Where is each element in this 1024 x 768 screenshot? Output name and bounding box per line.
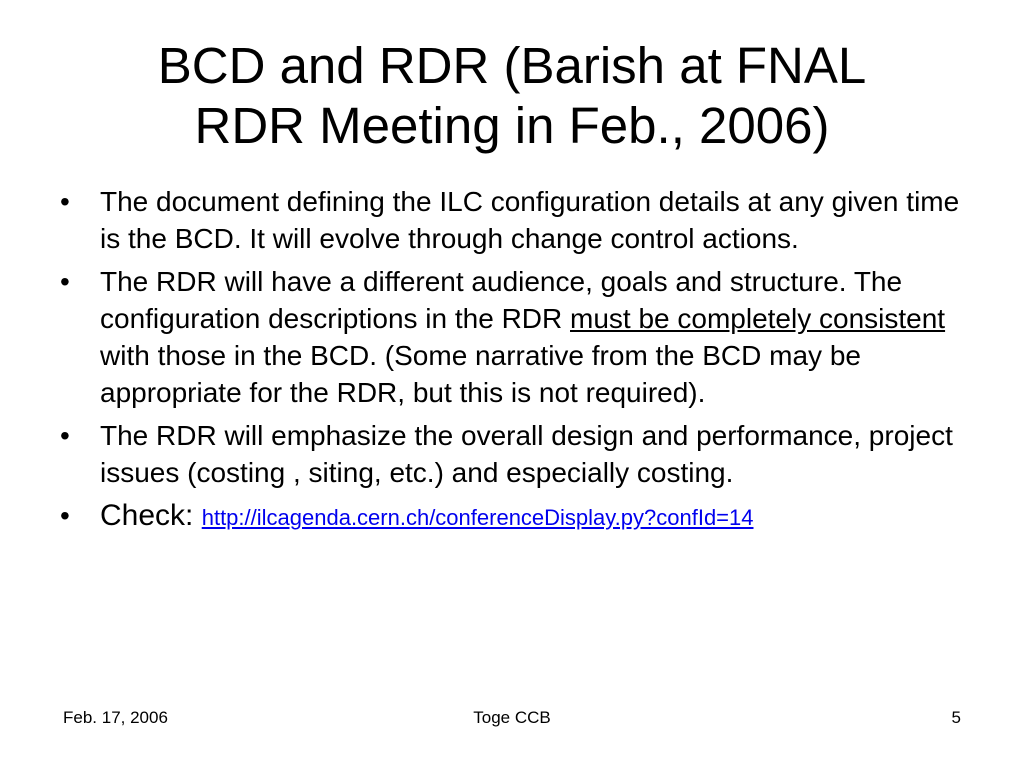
bullet-text: The document defining the ILC configuration details at any given time is the BCD. It will evolve through change control actions.: [100, 186, 960, 254]
bullet-icon: •: [60, 186, 70, 217]
bullet-text: with those in the BCD. (Some narrative from the BCD may be appropriate for the RDR, but this is not required).: [100, 340, 861, 408]
page-number: 5: [951, 708, 961, 727]
slide-title: [60, 36, 964, 156]
bullet-icon: •: [60, 500, 70, 531]
bullet-icon: •: [60, 420, 70, 451]
bullet-icon: •: [60, 266, 70, 297]
footer-center-text: Toge CCB: [473, 708, 551, 727]
bullet-emphasis: must be completely consistent: [570, 303, 946, 334]
bullet-list: [58, 183, 968, 542]
title-line-2: RDR Meeting in Feb., 2006): [194, 97, 830, 154]
bullet-item: [58, 183, 968, 257]
check-label: Check:: [100, 499, 202, 532]
bullet-item: [58, 417, 968, 491]
title-line-1: BCD and RDR (Barish at FNAL: [157, 37, 867, 94]
conference-link[interactable]: http://ilcagenda.cern.ch/conferenceDisplay.py?confId=14: [201, 505, 754, 530]
footer-date: Feb. 17, 2006: [63, 708, 168, 727]
bullet-item: [58, 263, 968, 411]
bullet-text: The RDR will have a different audience, goals and structure. The configuration descriptions in the RDR: [100, 266, 903, 334]
bullet-text: The RDR will emphasize the overall design and performance, project issues (costing , siting, etc.) and especially costing.: [100, 420, 953, 488]
bullet-item: [58, 497, 968, 536]
